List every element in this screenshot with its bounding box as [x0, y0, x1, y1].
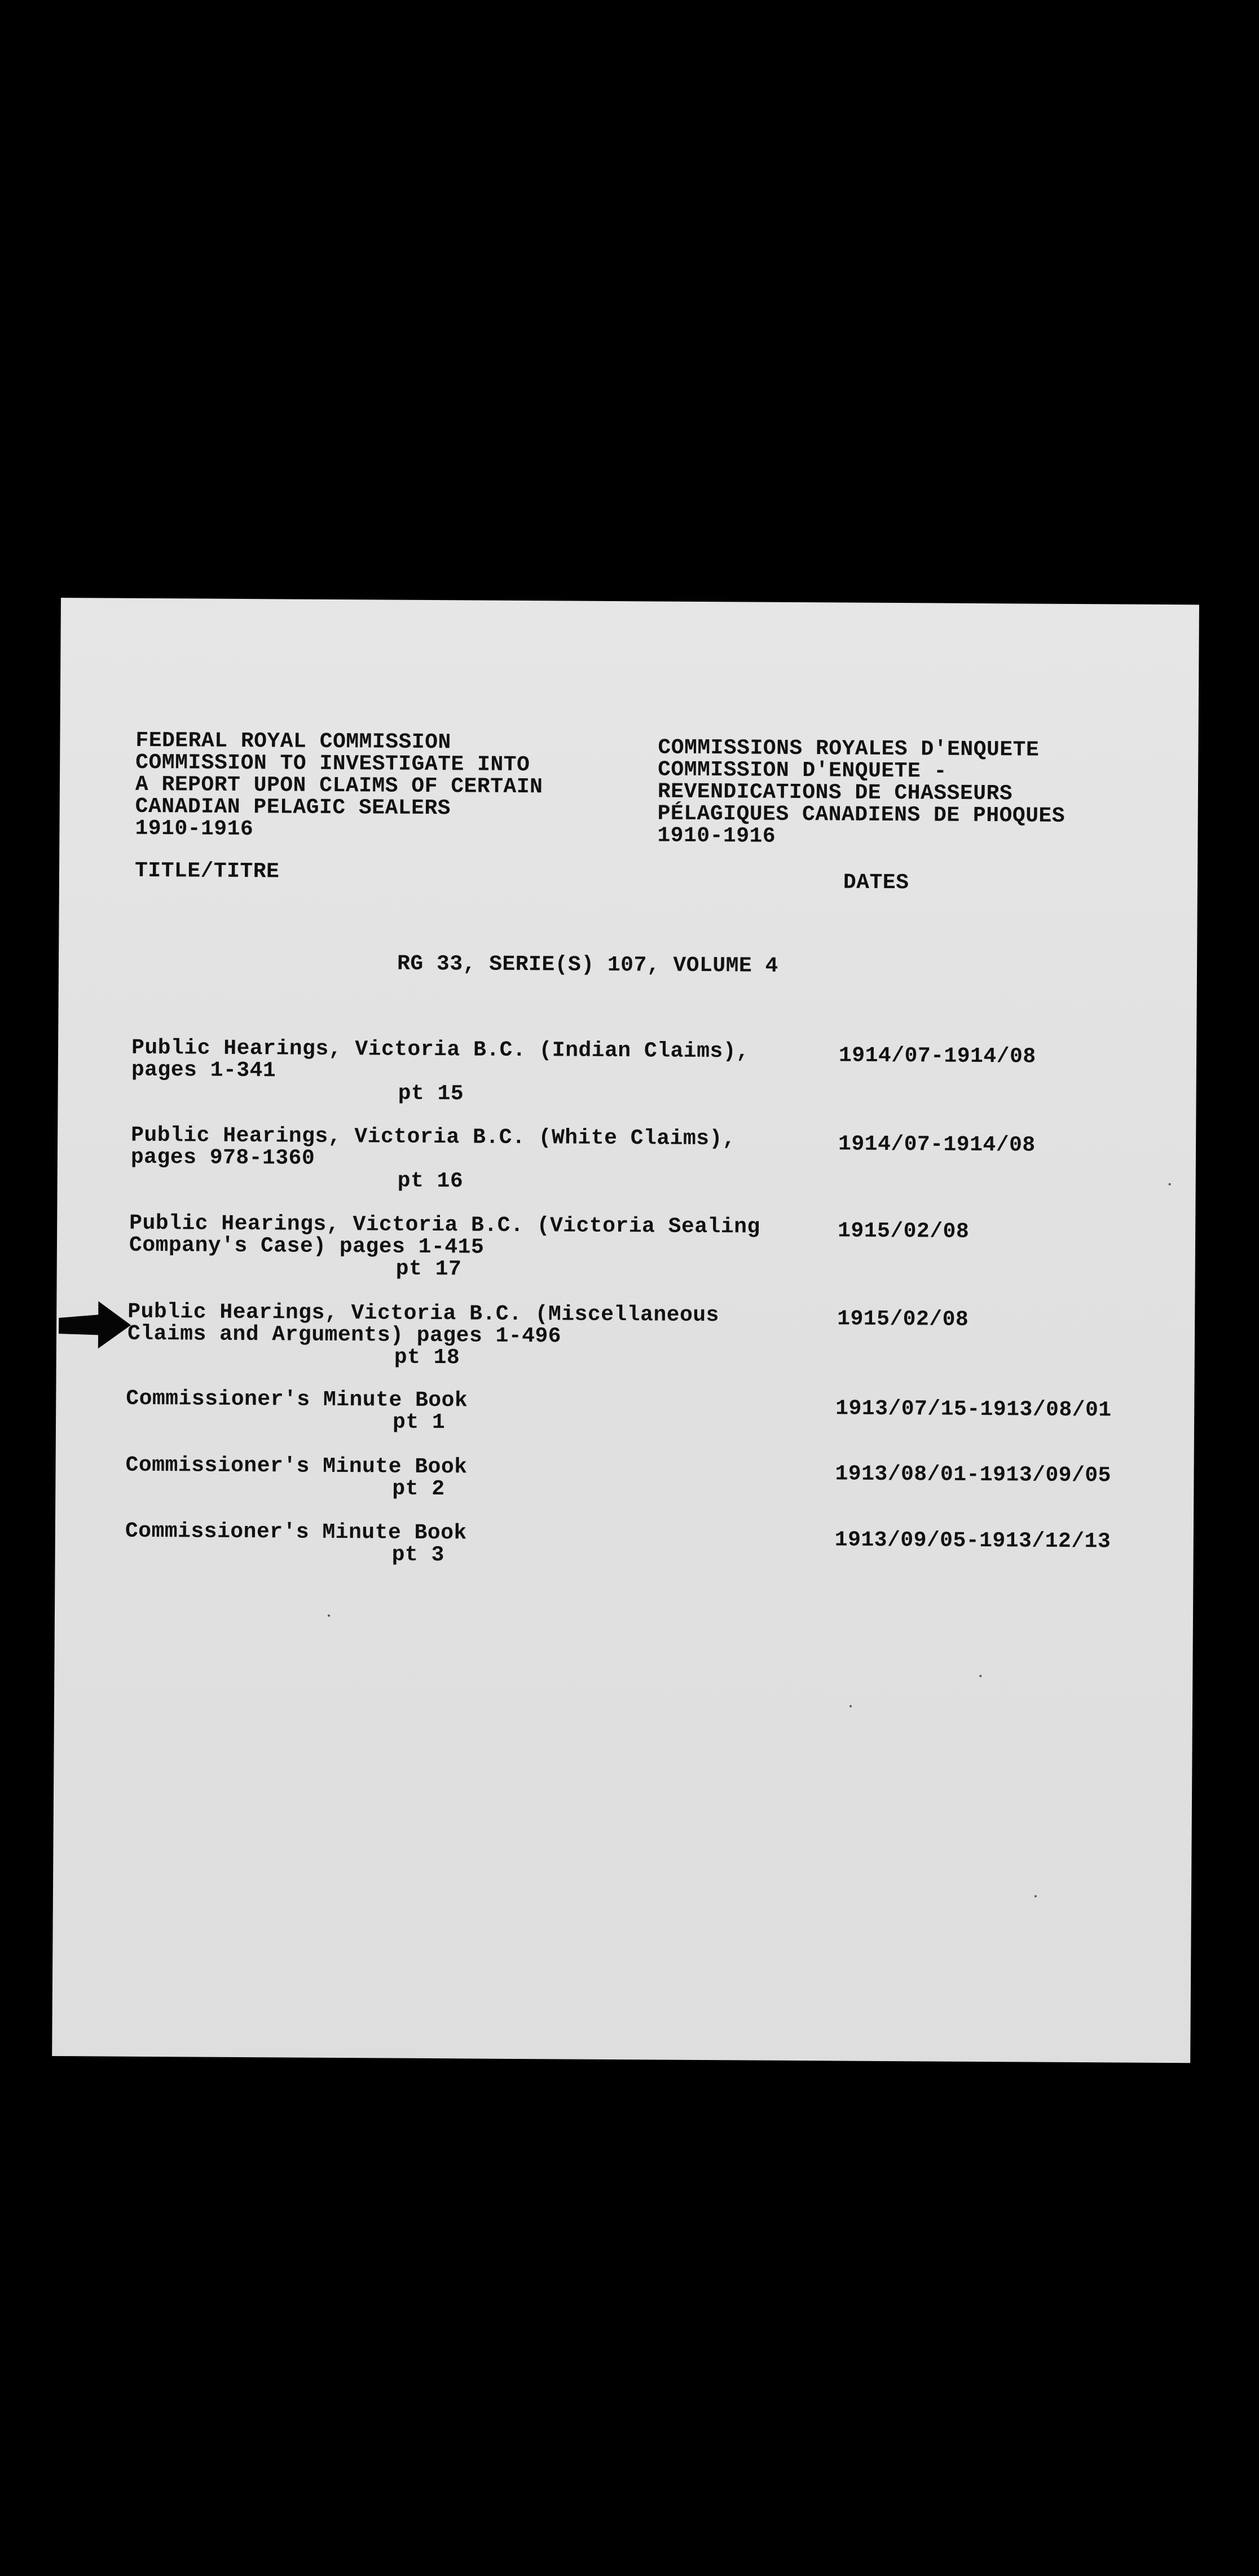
header-fr-line-3: REVENDICATIONS DE CHASSEURS — [657, 779, 1013, 806]
header-en-line-4: CANADIAN PELAGIC SEALERS — [135, 794, 451, 821]
entry-pages: pages 978-1360 — [130, 1145, 315, 1171]
entry-title: Public Hearings, Victoria B.C. (Indian Claims), — [131, 1035, 750, 1064]
reference-number: RG 33, SERIE(S) 107, VOLUME 4 — [397, 951, 778, 978]
entry-5 — [126, 1388, 468, 1434]
pointing-arrow-icon — [59, 1301, 138, 1352]
entry-3-dates: 1915/02/08 — [838, 1219, 970, 1244]
entry-title: Commissioner's Minute Book — [126, 1386, 468, 1413]
entry-6 — [125, 1454, 467, 1501]
entry-7 — [125, 1520, 467, 1567]
column-dates-header: DATES — [843, 870, 909, 896]
entry-2 — [131, 1124, 736, 1194]
paper-speck — [1169, 1183, 1171, 1185]
column-title-header: TITLE/TITRE — [134, 858, 280, 884]
header-en-line-3: A REPORT UPON CLAIMS OF CERTAIN — [135, 772, 543, 800]
entry-title: Commissioner's Minute Book — [125, 1453, 468, 1480]
header-fr-line-1: COMMISSIONS ROYALES D'ENQUETE — [658, 735, 1040, 762]
entry-7-dates: 1913/09/05-1913/12/13 — [834, 1528, 1111, 1554]
header-en-line-5: 1910-1916 — [135, 816, 254, 842]
header-fr-line-2: COMMISSION D'ENQUETE - — [658, 757, 947, 784]
entry-title: Public Hearings, Victoria B.C. (Victoria Sealing — [129, 1211, 760, 1240]
entry-title: Commissioner's Minute Book — [125, 1519, 467, 1546]
entry-1 — [131, 1037, 750, 1107]
paper-speck — [979, 1675, 981, 1677]
entry-title: Public Hearings, Victoria B.C. (Miscellaneous — [127, 1299, 720, 1328]
header-french — [657, 736, 1066, 849]
header-english — [135, 730, 543, 842]
entry-part: pt 17 — [395, 1256, 462, 1282]
header-fr-line-4: PÉLAGIQUES CANADIENS DE PHOQUES — [657, 801, 1066, 828]
paper-speck — [1035, 1895, 1037, 1898]
entry-pages: Claims and Arguments) pages 1-496 — [127, 1321, 562, 1349]
entry-part: pt 2 — [392, 1476, 445, 1502]
paper-speck — [328, 1615, 330, 1617]
entry-pages: Company's Case) pages 1-415 — [129, 1233, 485, 1260]
entry-5-dates: 1913/07/15-1913/08/01 — [835, 1396, 1112, 1423]
entry-part: pt 16 — [397, 1168, 464, 1194]
header-en-line-2: COMMISSION TO INVESTIGATE INTO — [135, 750, 530, 778]
entry-pages: pages 1-341 — [131, 1057, 276, 1083]
document-page — [52, 598, 1199, 2063]
entry-part: pt 3 — [391, 1542, 444, 1568]
entry-part: pt 1 — [392, 1410, 446, 1435]
entry-4-dates: 1915/02/08 — [837, 1307, 969, 1332]
entry-3 — [129, 1212, 760, 1282]
header-fr-line-5: 1910-1916 — [657, 823, 776, 849]
entry-title: Public Hearings, Victoria B.C. (White Claims), — [131, 1123, 736, 1152]
entry-2-dates: 1914/07-1914/08 — [838, 1132, 1036, 1158]
header-en-line-1: FEDERAL ROYAL COMMISSION — [135, 728, 451, 755]
entry-part: pt 15 — [398, 1081, 464, 1106]
entry-part: pt 18 — [394, 1345, 460, 1370]
entry-1-dates: 1914/07-1914/08 — [838, 1043, 1036, 1069]
entry-4 — [127, 1301, 719, 1370]
entry-6-dates: 1913/08/01-1913/09/05 — [835, 1462, 1112, 1488]
paper-speck — [849, 1705, 852, 1708]
